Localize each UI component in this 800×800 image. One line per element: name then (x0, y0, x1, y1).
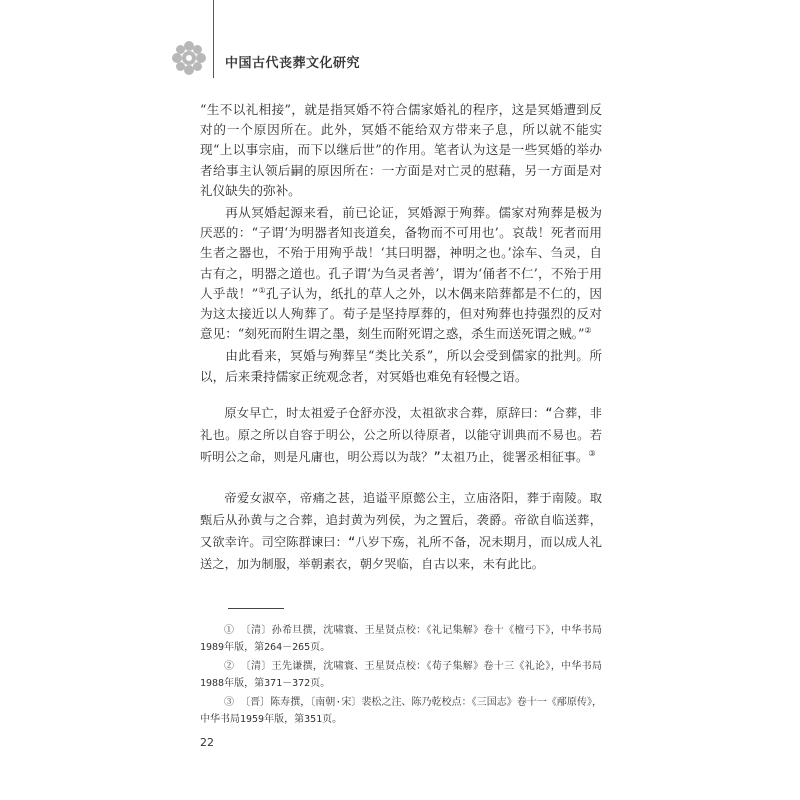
paragraph-2-text: 再从冥婚起源来看，前已论证，冥婚源于殉葬。儒家对殉葬是极为厌恶的：“子谓‘为明器者知丧道矣，备物而不可用也’。哀哉！死者而用生者之器也，不殆于用殉乎哉！‘其曰明器，神明之也。’涂车、刍灵，自古有之，明器之道也。孔子谓‘为刍灵者善’，谓为‘俑者不仁’，不殆于用人乎哉！” (200, 205, 602, 301)
main-text (200, 100, 602, 387)
paragraph-3: 由此看来，冥婚与殉葬呈“类比关系”，所以会受到儒家的批判。所以，后来秉持儒家正统观念者，对冥婚也难免有轻慢之语。 (200, 348, 602, 384)
footnote-divider (228, 608, 284, 609)
flower-ornament-icon (171, 40, 207, 76)
footnote-ref-2: ② (584, 326, 592, 336)
block-quote-2 (200, 487, 602, 575)
running-header-title: 中国古代丧葬文化研究 (225, 56, 361, 71)
block-quote-1 (200, 402, 602, 468)
block-quote-1-paragraph (200, 402, 602, 468)
footnote-3: ③ 〔晋〕陈寿撰，〔南朝·宋〕裴松之注、陈乃乾校点：《三国志》卷十一《邴原传》，中华书局1959年版，第351页。 (200, 697, 602, 725)
footnote-ref-3: ③ (588, 448, 596, 458)
page-number: 22 (200, 736, 214, 749)
footnote-2: ② 〔清〕王先谦撰，沈啸寰、王星贤点校：《荀子集解》卷十三《礼论》，中华书局1988年版，第371－372页。 (200, 661, 602, 689)
paragraph-2-continued: 孔子认为，纸扎的草人之外，以木偶来陪葬都是不仁的，因为这太接近以人殉葬了。荀子是坚持厚葬的，但对殉葬也持强烈的反对意见：“刻死而附生谓之墨，刻生而附死谓之惑，杀生而送死谓之贼。” (200, 285, 603, 342)
footnote-ref-1: ① (258, 285, 267, 295)
block-quote-1-text: 原女早亡，时太祖爱子仓舒亦没，太祖欲求合葬，原辞曰：“合葬，非礼也。原之所以自容于明公，公之所以待原者，以能守训典而不易也。若听明公之命，则是凡庸也，明公焉以为哉？”太祖乃止，徙署丞相征事。 (200, 406, 602, 464)
paragraph-1: “生不以礼相接”，就是指冥婚不符合儒家婚礼的程序，这是冥婚遭到反对的一个原因所在。此外，冥婚不能给双方带来子息，所以就不能实现“上以事宗庙，而下以继后世”的作用。笔者认为这是一些冥婚的举办者给事主认领后嗣的原因所在：一方面是对亡灵的慰藉，另一方面是对礼仪缺失的弥补。 (200, 102, 602, 198)
paragraph-2 (200, 203, 602, 344)
footnote-1: ① 〔清〕孙希旦撰，沈啸寰、王星贤点校：《礼记集解》卷十《檀弓下》，中华书局1989年版，第264－265页。 (200, 625, 602, 653)
header-vertical-rule (213, 0, 214, 78)
block-quote-2-text: 帝爱女淑卒，帝痛之甚，追谥平原懿公主，立庙洛阳，葬于南陵。取甄后从孙黄与之合葬，追封黄为列侯，为之置后，袭爵。帝欲自临送葬，又欲幸许。司空陈群谏曰：“八岁下殇，礼所不备，况未期月，而以成人礼送之，加为制服，举朝素衣，朝夕哭临，自古以来，未有此比。 (200, 491, 602, 571)
footnotes (200, 622, 602, 730)
